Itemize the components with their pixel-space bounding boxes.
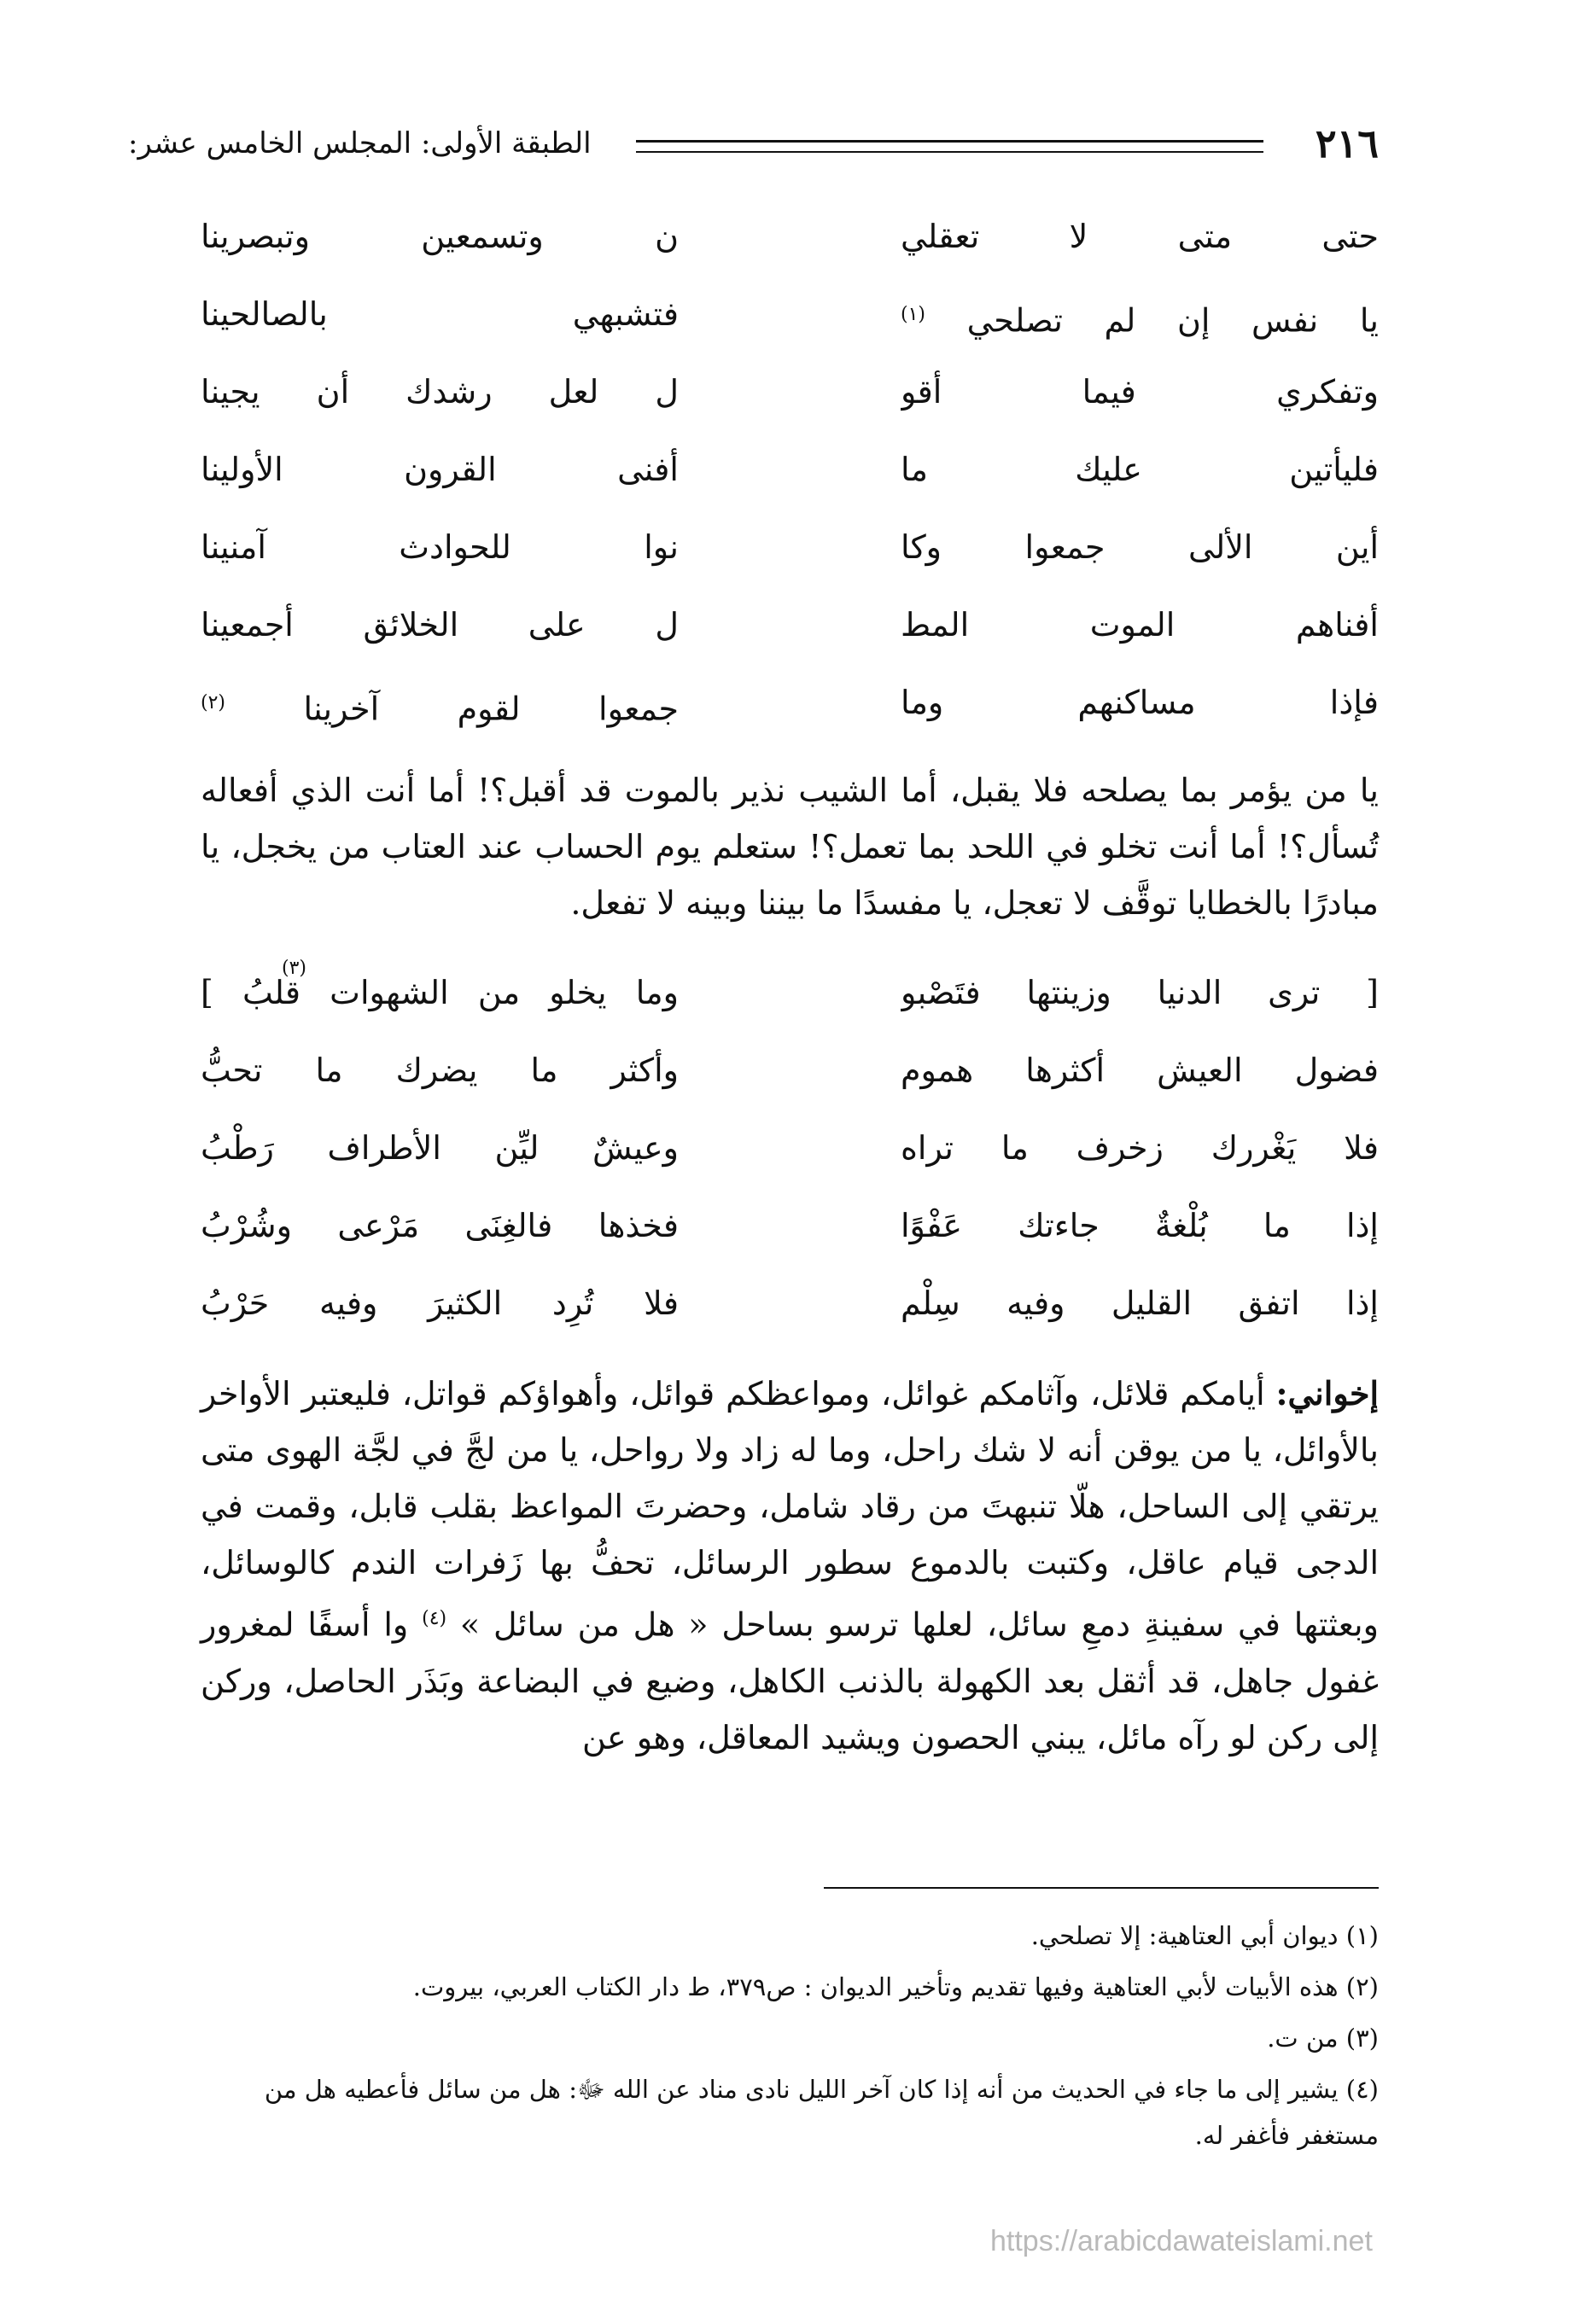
second-hemistich: فلا تُرِد الكثيرَ وفيه حَرْبُ [201,1284,679,1322]
first-hemistich: أفناهم الموت المط [901,606,1379,644]
running-title: الطبقة الأولى: المجلس الخامس عشر: [128,126,592,160]
footnote-marker: (٢) [201,692,226,714]
verse [201,664,1379,742]
second-hemistich: وما يخلو من الشهوات قلبُ ] [201,974,679,1011]
second-hemistich: وعيشٌ ليِّن الأطراف رَطْبُ [201,1129,679,1167]
second-hemistich: جمعوا لقوم آخرينا $^{(٢)}$ [201,690,679,728]
second-hemistich: فتشبهي بالصالحينا [201,295,679,333]
footnote: (٢) هذه الأبيات لأبي العتاهية وفيها تقديم وتأخير الديوان : ص٣٧٩، ط دار الكتاب العربي، بيروت. [412,1972,1379,2001]
verse [201,198,1379,276]
poem-2 [201,954,1379,1343]
poem-1 [201,198,1379,742]
verse [201,1110,1379,1187]
footnotes [201,1908,1379,2164]
paragraph-lead: إخواني: [1275,1374,1379,1412]
footnote-marker: (١) [901,304,926,325]
first-hemistich: فإذا مساكنهم وما [901,684,1379,721]
footnote-divider [824,1887,1379,1889]
verse [201,1265,1379,1343]
first-hemistich: فضول العيش أكثرها هموم [901,1051,1379,1089]
first-hemistich: إذا اتفق القليل وفيه سِلْم [901,1284,1379,1322]
verse [201,954,1379,1032]
verse [201,509,1379,586]
watermark-url: https://arabicdawateislami.net [990,2225,1373,2257]
paragraph: يا من يؤمر بما يصلحه فلا يقبل، أما الشيب نذير بالموت قد أقبل؟! أما أنت الذي أفعاله تُسأل؟! أما أنت تخلو في اللحد بما تعمل؟! ستعلم يوم الحساب عند العتاب من يخجل، يا مبادرًا بالخطايا توقَّف لا تعجل، يا مفسدًا ما بيننا وبينه لا تفعل. [201,772,1379,922]
second-hemistich: ن وتسمعين وتبصرينا [201,218,679,255]
footnote: (١) ديوان أبي العتاهية: إلا تصلحي. [1030,1921,1379,1950]
page-number: ٢١٦ [1315,120,1379,166]
first-hemistich: فليأتين عليك ما [901,451,1379,488]
first-hemistich: يا نفس إن لم تصلحي $^{(١)}$ [901,301,1379,340]
second-hemistich: نوا للحوادث آمنينا [201,528,679,566]
first-hemistich: فلا يَغْررك زخرف ما تراه [901,1129,1379,1167]
second-hemistich: ل لعل رشدك أن يجينا [201,373,679,411]
second-hemistich: أفنى القرون الأولينا [201,451,679,488]
header-rule [636,140,1263,153]
verse [201,353,1379,431]
footnote: (٣) من ت. [1267,2024,1379,2053]
verse [201,1032,1379,1110]
first-hemistich: أين الألى جمعوا وكا [901,528,1379,566]
paragraph: إخواني: أيامكم قلائل، وآثامكم غوائل، ومواعظكم قوائل، وأهواؤكم قواتل، فليعتبر الأواخر بالأوائل، يا من يوقن أنه لا شك راحل، وما له زاد ولا رواحل، يا من لجَّ في لجَّة الهوى متى يرتقي إلى الساحل، هلّا تنبهتَ من رقاد شامل، وحضرتَ المواعظ بقلب قابل، وقمت في الدجى قيام عاقل، وكتبت بالدموع سطور الرسائل، تحفُّ بها زَفرات الندم كالوسائل، وبعثتها في سفينةِ دمعِ سائل، لعلها ترسو بساحل « هل من سائل » $^{(٤)}$ وا أسفًا لمغرور غفول جاهل، قد أثقل بعد الكهولة بالذنب الكاهل، وضيع في البضاعة وبَذَر الحاصل، وركن إلى ركن لو رآه مائل، يبني الحصون ويشيد المعاقل، وهو عن [201,1374,1379,1756]
page-header [128,118,1379,169]
first-hemistich: إذا ما بُلْغةٌ جاءتك عَفْوًا [901,1207,1379,1244]
footnote-marker: (٣) [282,958,307,979]
footnote: (٤) يشير إلى ما جاء في الحديث من أنه إذا كان آخر الليل نادى مناد عن الله ﷻ: هل من سائل فأعطيه هل من مستغفر فأغفر له. [264,2075,1379,2150]
second-hemistich: وأكثر ما يضرك ما تحبُّ [201,1051,679,1089]
second-hemistich: فخذها فالغِنَى مَرْعى وشُرْبُ [201,1207,679,1244]
verse [201,1187,1379,1265]
verse [201,431,1379,509]
verse [201,276,1379,353]
first-hemistich: وتفكري فيما أقو [901,373,1379,411]
footnote-marker: (٤) [422,1608,447,1629]
first-hemistich: [ ترى الدنيا وزينتها فتَصْبو [901,974,1379,1011]
verse [201,586,1379,664]
first-hemistich: حتى متى لا تعقلي [901,218,1379,255]
second-hemistich: ل على الخلائق أجمعينا [201,606,679,644]
